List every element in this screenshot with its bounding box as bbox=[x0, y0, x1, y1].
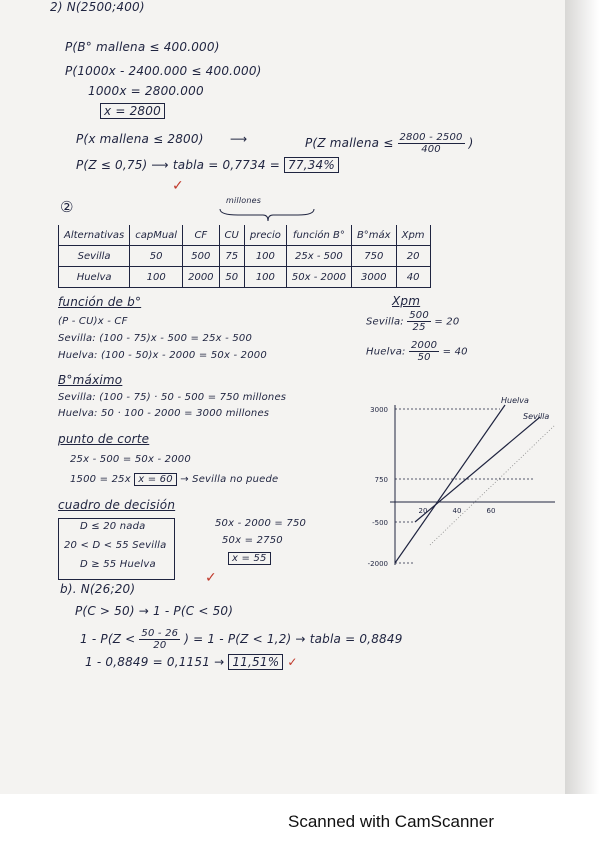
millones-label: millones bbox=[226, 196, 262, 205]
funcion-title: función de b° bbox=[58, 295, 142, 309]
funcion-line-2: Sevilla: (100 - 75)x - 500 = 25x - 500 bbox=[58, 333, 253, 344]
part-b-line-2: 1 - P(Z < $\frac{50 - 26}{20}$ ) = 1 - P(Z < 1,2) → tabla = 0,8849 bbox=[80, 628, 403, 651]
table-cell: 3000 bbox=[351, 267, 396, 288]
part-b-line-1: P(C > 50) → 1 - P(C < 50) bbox=[75, 604, 234, 618]
table-cell: 50x - 2000 bbox=[286, 267, 351, 288]
bmax-line-1: Sevilla: (100 - 75) · 50 - 500 = 750 millones bbox=[58, 392, 287, 403]
line-6: P(Z ≤ 0,75) ⟶ tabla = 0,7734 = 77,34% bbox=[76, 158, 339, 172]
page-edge-shadow bbox=[565, 0, 599, 794]
part-a-header: 2) N(2500;400) bbox=[50, 0, 145, 14]
table-cell: 2000 bbox=[183, 267, 219, 288]
table-cell: 100 bbox=[244, 267, 286, 288]
table-cell: 500 bbox=[183, 246, 219, 267]
arrow: ⟶ bbox=[230, 132, 248, 146]
table-cell: Sevilla bbox=[59, 246, 130, 267]
decision-row-3: D ≥ 55 Huelva bbox=[80, 559, 156, 570]
table-cell: 750 bbox=[351, 246, 396, 267]
line-2: P(1000x - 2400.000 ≤ 400.000) bbox=[65, 64, 262, 78]
sevilla-line bbox=[415, 417, 540, 522]
table-header: Xpm bbox=[396, 225, 430, 246]
bmax-title: B°máximo bbox=[58, 373, 123, 387]
table-header: CU bbox=[219, 225, 244, 246]
decision-calc-2: 50x = 2750 bbox=[222, 535, 283, 546]
x-label: 60 bbox=[486, 507, 496, 515]
series-label-huelva: Huelva bbox=[501, 396, 529, 405]
check-mark-2: ✓ bbox=[205, 570, 217, 586]
x-label: 20 bbox=[418, 507, 428, 515]
corte-line-1: 25x - 500 = 50x - 2000 bbox=[70, 454, 191, 465]
table-header: B°máx bbox=[351, 225, 396, 246]
bmax-line-2: Huelva: 50 · 100 - 2000 = 3000 millones bbox=[58, 408, 270, 419]
corte-line-2: 1500 = 25x x = 60 → Sevilla no puede bbox=[70, 474, 279, 485]
corte-title: punto de corte bbox=[58, 432, 150, 446]
brace-icon bbox=[218, 205, 318, 225]
alternatives-table bbox=[58, 225, 431, 288]
boxed-77-34: 77,34% bbox=[284, 157, 339, 173]
table-cell: 50 bbox=[130, 246, 183, 267]
profit-graph bbox=[355, 395, 560, 570]
decision-calc-3: x = 55 bbox=[228, 552, 271, 565]
camscanner-footer: Scanned with CamScanner bbox=[288, 812, 495, 831]
decision-row-1: D ≤ 20 nada bbox=[80, 521, 146, 532]
xpm-huelva: Huelva: $\frac{2000}{50}$ = 40 bbox=[366, 340, 468, 363]
huelva-line bbox=[395, 405, 505, 563]
funcion-line-1: (P - CU)x - CF bbox=[58, 316, 128, 327]
table-cell: Huelva bbox=[59, 267, 130, 288]
y-label: 750 bbox=[374, 476, 388, 484]
table-header: precio bbox=[244, 225, 286, 246]
line-1: P(B° mallena ≤ 400.000) bbox=[65, 40, 220, 54]
line-5-left: P(x mallena ≤ 2800) bbox=[76, 132, 204, 146]
decision-calc-1: 50x - 2000 = 750 bbox=[215, 518, 307, 529]
boxed-x-2800: x = 2800 bbox=[100, 103, 165, 119]
section-2-marker: ② bbox=[60, 198, 74, 216]
y-label: -2000 bbox=[367, 560, 388, 568]
table-header-row bbox=[59, 225, 431, 246]
line-3: 1000x = 2800.000 bbox=[88, 84, 204, 98]
xpm-sevilla: Sevilla: $\frac{500}{25}$ = 20 bbox=[366, 310, 460, 333]
part-b-line-3: 1 - 0,8849 = 0,1151 → 11,51% ✓ bbox=[85, 655, 298, 669]
table-header: CF bbox=[183, 225, 219, 246]
table-row bbox=[59, 267, 431, 288]
line-5-right: P(Z mallena ≤ $\frac{2800 - 2500}{400}$ ) bbox=[305, 132, 474, 155]
table-header: función B° bbox=[286, 225, 351, 246]
table-header: capMual bbox=[130, 225, 183, 246]
decision-title: cuadro de decisión bbox=[58, 498, 176, 512]
table-header: Alternativas bbox=[59, 225, 130, 246]
y-label: -500 bbox=[372, 519, 388, 527]
series-label-sevilla: Sevilla bbox=[523, 412, 550, 421]
table-cell: 100 bbox=[130, 267, 183, 288]
funcion-line-3: Huelva: (100 - 50)x - 2000 = 50x - 2000 bbox=[58, 350, 267, 361]
table-cell: 50 bbox=[219, 267, 244, 288]
table-cell: 20 bbox=[396, 246, 430, 267]
part-b-header: b). N(26;20) bbox=[60, 582, 136, 596]
check-mark-3: ✓ bbox=[287, 655, 298, 669]
y-label: 3000 bbox=[370, 406, 388, 414]
decision-row-2: 20 < D < 55 Sevilla bbox=[64, 540, 167, 551]
x-label: 40 bbox=[452, 507, 462, 515]
table-cell: 40 bbox=[396, 267, 430, 288]
check-mark-1: ✓ bbox=[172, 178, 184, 194]
table-cell: 100 bbox=[244, 246, 286, 267]
table-row bbox=[59, 246, 431, 267]
xpm-title: Xpm bbox=[392, 294, 421, 308]
table-cell: 25x - 500 bbox=[286, 246, 351, 267]
table-cell: 75 bbox=[219, 246, 244, 267]
